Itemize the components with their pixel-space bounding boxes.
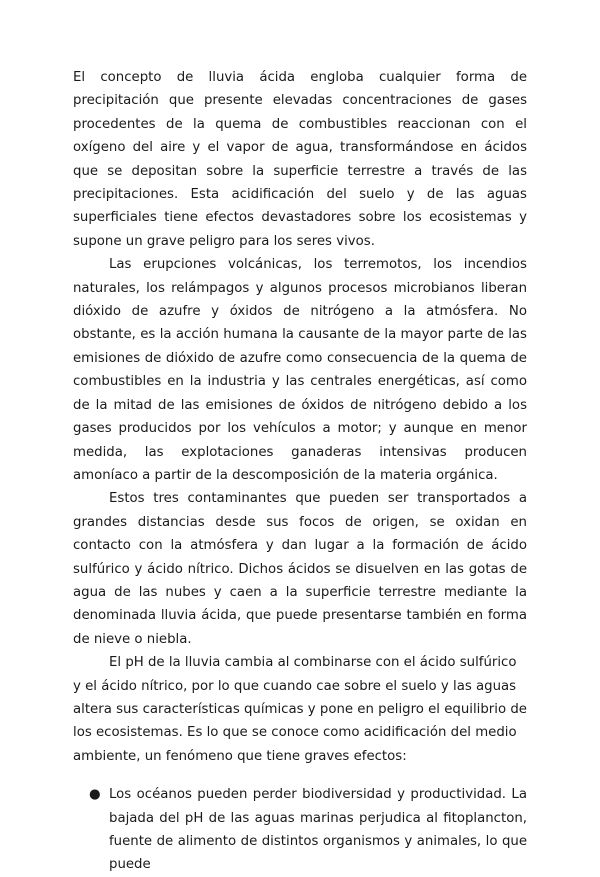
bullet-icon: ● [89, 787, 101, 803]
list-item [73, 783, 527, 877]
paragraph-4: El pH de la lluvia cambia al combinarse con el ácido sulfúrico y el ácido nítrico, por lo que cuando cae sobre el suelo y las aguas altera sus características químicas y pone en peligro el equilibrio de los ecosistemas. Es lo que se conoce como acidificación del medio ambiente, un fenómeno que tiene graves efectos: [73, 655, 527, 764]
paragraph-3: Estos tres contaminantes que pueden ser transportados a grandes distancias desde sus focos de origen, se oxidan en contacto con la atmósfera y dan lugar a la formación de ácido sulfúrico y ácido nítrico. Dichos ácidos se disuelven en las gotas de agua de las nubes y caen a la superficie terrestre mediante la denominada lluvia ácida, que puede presentarse también en forma de nieve o niebla. [73, 491, 527, 647]
list-item-text: Los océanos pueden perder biodiversidad y productividad. La bajada del pH de las aguas marinas perjudica al fitoplancton, fuente de alimento de distintos organismos y animales, lo que puede [109, 787, 527, 873]
paragraph-2: Las erupciones volcánicas, los terremotos, los incendios naturales, los relámpagos y algunos procesos microbianos liberan dióxido de azufre y óxidos de nitrógeno a la atmósfera. No obstante, es la acción humana la causante de la mayor parte de las emisiones de dióxido de azufre como consecuencia de la quema de combustibles en la industria y las centrales energéticas, así como de la mitad de las emisiones de óxidos de nitrógeno debido a los gases producidos por los vehículos a motor; y aunque en menor medida, las explotaciones ganaderas intensivas producen amoníaco a partir de la descomposición de la materia orgánica. [73, 257, 527, 483]
effects-list [73, 783, 527, 877]
document-page [73, 66, 527, 877]
paragraph-1: El concepto de lluvia ácida engloba cualquier forma de precipitación que presente elevadas concentraciones de gases procedentes de la quema de combustibles reaccionan con el oxígeno del aire y el vapor de agua, transformándose en ácidos que se depositan sobre la superficie terrestre a través de las precipitaciones. Esta acidificación del suelo y de las aguas superficiales tiene efectos devastadores sobre los ecosistemas y supone un grave peligro para los seres vivos. [73, 70, 527, 249]
